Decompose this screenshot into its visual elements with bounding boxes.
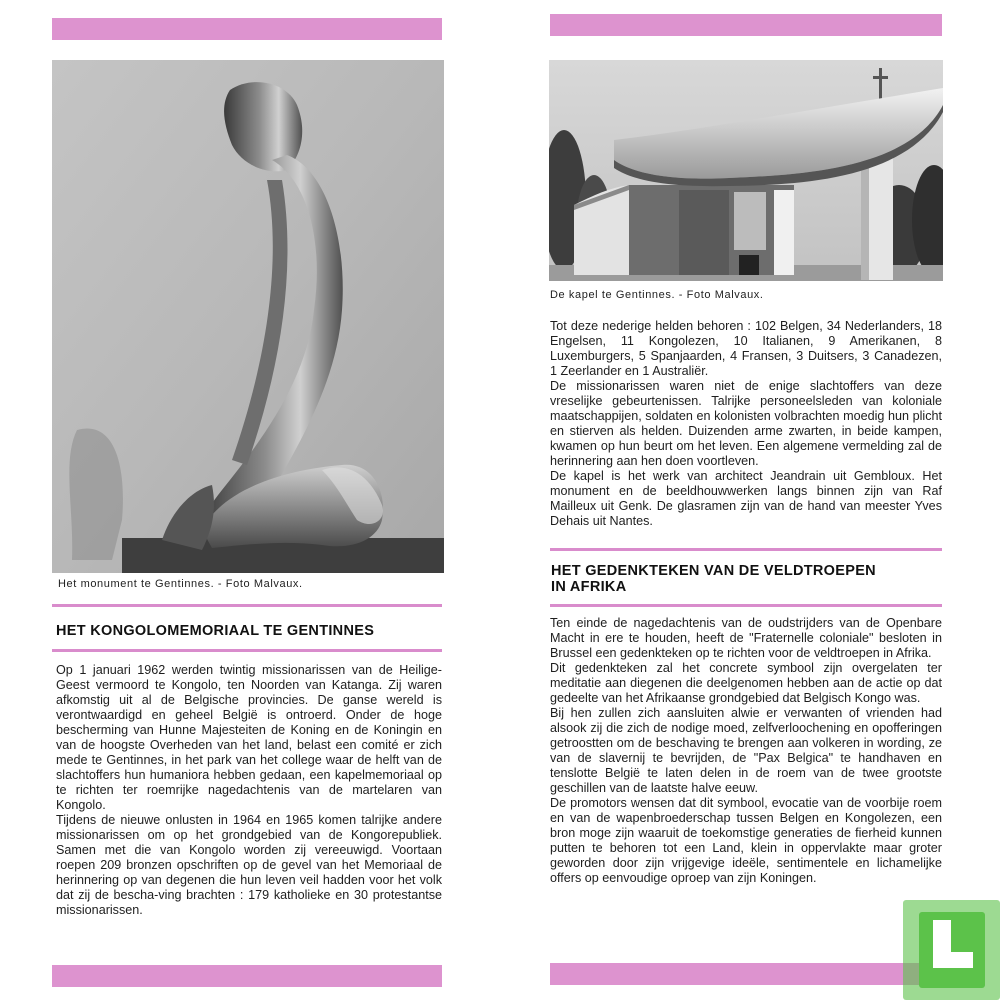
right-article-text-2 — [550, 616, 942, 886]
right-article-text — [550, 319, 942, 529]
monument-sculpture-image — [52, 60, 444, 573]
chapel-building-image — [549, 60, 943, 281]
left-article-text — [56, 663, 442, 918]
left-divider-top — [52, 604, 442, 607]
right-divider-top — [550, 548, 942, 551]
right-paragraph-7: De promotors wensen dat dit symbool, evocatie van de voorbije roem en van de wapenbroederschap tussen Belgen en Kongolezen, een bron moge zijn waaruit de toekomstige generaties de fierheid kunnen putten te behoren tot een Land, klein in oppervlakte maar groter geworden door zijn vrijgevige ideële, sentimentele en lichamelijke offers op eenvoudige oproep van zijn Koningen. — [550, 796, 942, 885]
right-paragraph-1: Tot deze nederige helden behoren : 102 Belgen, 34 Nederlanders, 18 Engelsen, 11 Kongolezen, 10 Italianen, 9 Amerikanen, 8 Luxemburgers, 5 Spanjaarden, 4 Fransen, 3 Duitsers, 3 Canadezen, 1 Zeerlander en 1 Australiër. — [550, 319, 942, 378]
right-section-heading — [551, 563, 876, 595]
left-section-heading: HET KONGOLOMEMORIAAL TE GENTINNES — [56, 623, 375, 639]
left-paragraph-1: Op 1 januari 1962 werden twintig missionarissen van de Heilige-Geest vermoord te Kongolo, ten Noorden van Katanga. Zij waren afkomstig uit al de Belgische provincies. De ganse wereld is verontwaardigd en geheel België is ontroerd. Onder de hoge bescherming van Hunne Majesteiten de Koning en de Koningin en van de hoogste Overheden van het land, belast een comité er zich mede te Gentinnes, in het park van het college waar de helft van de slachtoffers hun humaniora hebben gedaan, een kapelmemoriaal op te richten ter roemrijke nagedachtenis van de martelaren van Kongolo. — [56, 663, 442, 812]
chapel-photo-caption: De kapel te Gentinnes. - Foto Malvaux. — [550, 289, 764, 301]
right-heading-line-1: HET GEDENKTEKEN VAN DE VELDTROEPEN — [551, 563, 876, 579]
left-paragraph-2: Tijdens de nieuwe onlusten in 1964 en 1965 komen talrijke andere missionarissen om op het grondgebied van de Kongorepubliek. Samen met die van Kongolo worden zij vereeuwigd. Voortaan roepen 209 bronzen opschriften op de gevel van het Memoriaal de herinnering op van degenen die hun leven veil hadden voor het volk dat zij de bescha-ving brachten : 179 katholieke en 30 protestantse missionarissen. — [56, 813, 442, 917]
right-paragraph-2: De missionarissen waren niet de enige slachtoffers van deze vreselijke gebeurtenissen. Talrijke personeelsleden van koloniale maatschappijen, soldaten en kolonisten volbrachten moedig hun plicht en stierven als helden. Duizenden arme zwarten, in beide kampen, kwamen op hun beurt om het leven. Een algemene vermelding zal de herinnering aan hen doen voortleven. — [550, 379, 942, 468]
left-divider-bottom — [52, 649, 442, 652]
right-heading-line-2: IN AFRIKA — [551, 579, 627, 595]
right-paragraph-5: Dit gedenkteken zal het concrete symbool zijn overgelaten ter meditatie aan diegenen die deelgenomen hebben aan de actie op dat gedeelte van het Afrikaanse grondgebied dat Belgisch Kongo was. — [550, 661, 942, 705]
right-paragraph-4: Ten einde de nagedachtenis van de oudstrijders van de Openbare Macht in ere te houden, heeft de "Fraternelle coloniale" besloten in Brussel een gedenkteken op te richten voor de veldtroepen in Afrika. — [550, 616, 942, 660]
chapel-photo — [549, 60, 943, 281]
right-bottom-pink-bar — [550, 963, 942, 985]
right-paragraph-6: Bij hen zullen zich aansluiten alwie er verwanten of vrienden had alsook zij die zich de nodige moed, zelfverloochening en opofferingen getroostten om de beschaving te brengen aan volkeren in wording, ze van de slavernij te bevrijden, de "Pax Belgica" te handhaven en tenslotte België te laten delen in de roem van de twee grootste geschillen van de laatste halve eeuw. — [550, 706, 942, 795]
left-top-pink-bar — [52, 18, 442, 40]
monument-photo — [52, 60, 444, 573]
right-divider-bottom — [550, 604, 942, 607]
right-paragraph-3: De kapel is het werk van architect Jeandrain uit Gembloux. Het monument en de beeldhouwwerken langs binnen zijn van Raf Mailleux uit Genk. De glasramen zijn van de hand van meester Yves Dehais uit Nantes. — [550, 469, 942, 528]
green-l-logo-icon — [903, 900, 1000, 1000]
right-top-pink-bar — [550, 14, 942, 36]
left-bottom-pink-bar — [52, 965, 442, 987]
monument-photo-caption: Het monument te Gentinnes. - Foto Malvaux. — [58, 578, 303, 590]
